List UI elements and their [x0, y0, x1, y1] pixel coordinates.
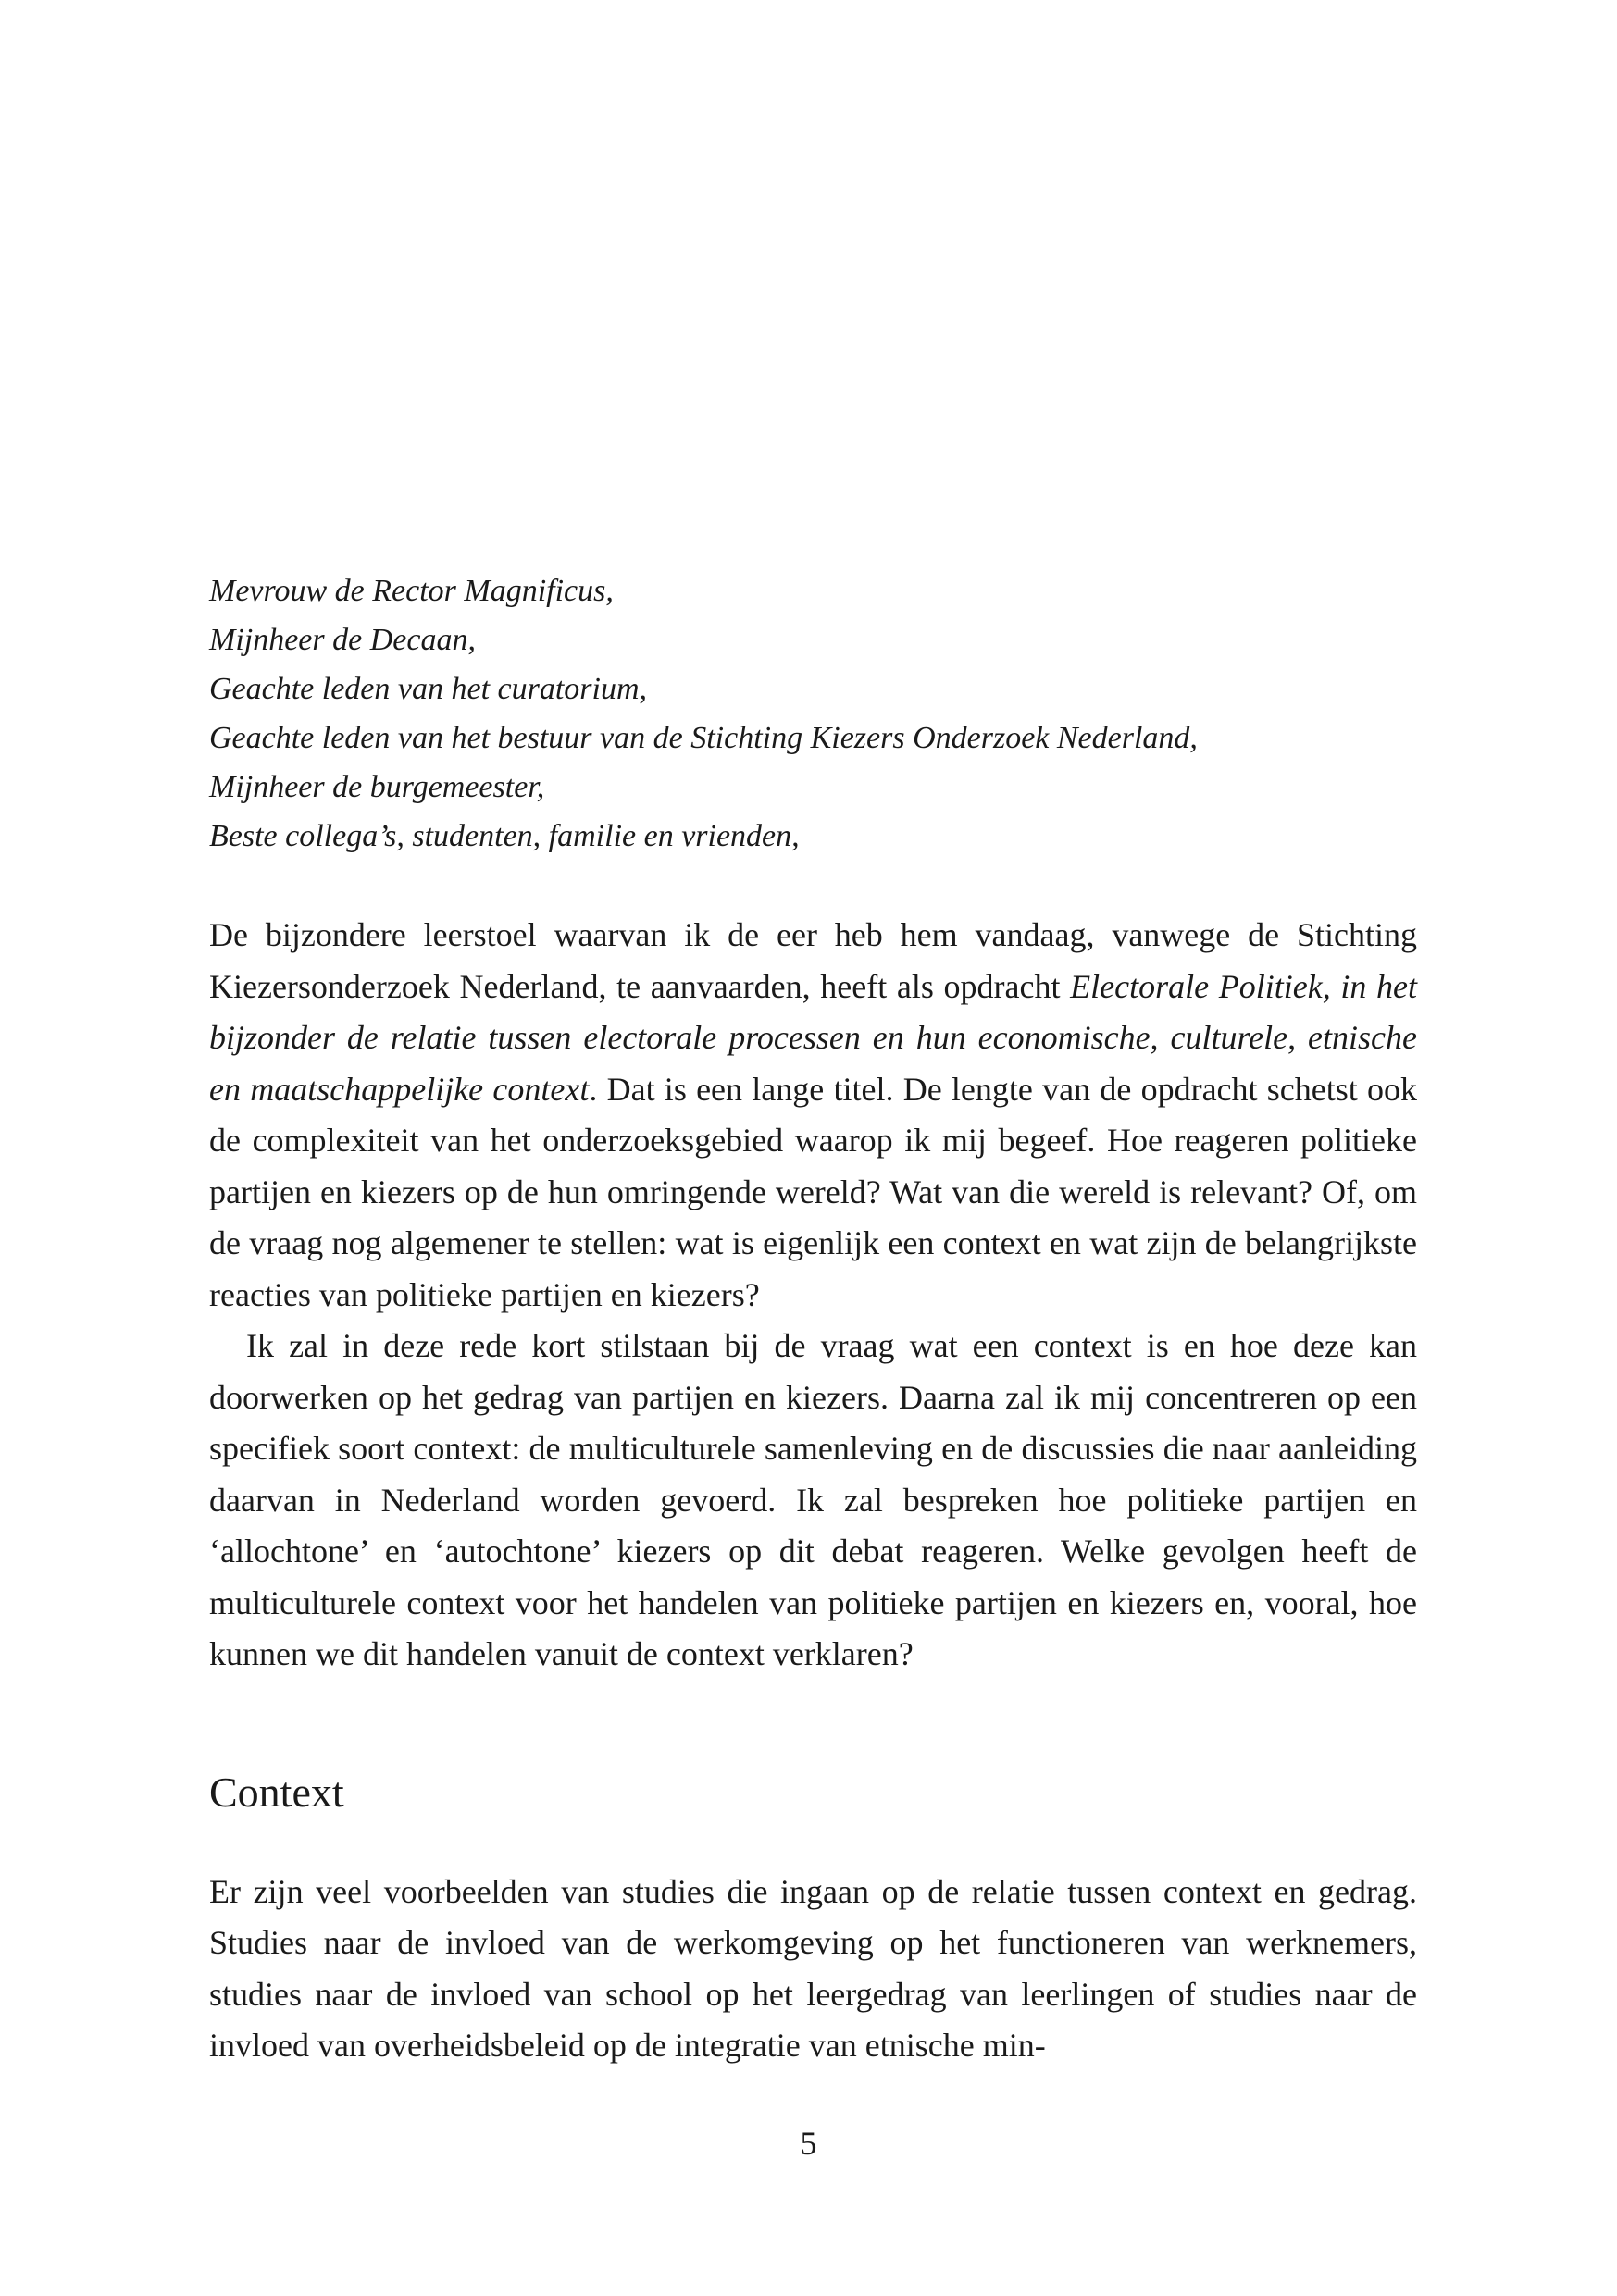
chair-title: Electorale Politiek, in het bijzonder de relatie tussen electorale processen en hun economische, culturele, etnische en maatschappelijke context — [209, 967, 1417, 1108]
salutation-line: Beste collega’s, studenten, familie en vrienden, — [209, 819, 800, 853]
salutation-line: Mijnheer de burgemeester, — [209, 770, 545, 804]
paragraph-intro-rest: . Dat is een lange titel. De lengte van de opdracht schetst ook de complexiteit van het onderzoeksgebied waarop ik mij begeef. Hoe reageren politieke partijen en kiezers op de hun omringende wereld? Wat van die wereld is relevant? Of, om de vraag nog algemener te stellen: wat is eigenlijk een context en wat zijn de belangrijkste reacties van politieke partijen en kiezers? — [209, 1070, 1417, 1313]
salutation-line: Mijnheer de Decaan, — [209, 623, 476, 657]
paragraph-intro-text: De bijzondere leerstoel waarvan ik de eer heb hem vandaag, vanwege de Stichting Kiezersonderzoek Nederland, te aanvaarden, heeft als opdracht — [209, 916, 1417, 1005]
salutation-line: Mevrouw de Rector Magnificus, — [209, 574, 614, 608]
section-paragraph: Er zijn veel voorbeelden van studies die ingaan op de relatie tussen context en gedrag. Studies naar de invloed van de werkomgeving op het functioneren van werknemers, studies naar de invloed van school op het leergedrag van leerlingen of studies naar de invloed van overheidsbeleid op de integratie van etnische min- — [209, 1872, 1417, 2064]
paragraph-outline: Ik zal in deze rede kort stilstaan bij de vraag wat een context is en hoe deze kan doorwerken op het gedrag van partijen en kiezers. Daarna zal ik mij concentreren op een specifiek soort context: de multiculturele samenleving en de discussies die naar aanleiding daarvan in Nederland worden gevoerd. Ik zal bespreken hoe politieke partijen en ‘allochtone’ en ‘autochtone’ kiezers op dit debat reageren. Welke gevolgen heeft de multiculturele context voor het handelen van politieke partijen en kiezers en, vooral, hoe kunnen we dit handelen vanuit de context verklaren? — [209, 1327, 1417, 1672]
salutation-block — [209, 566, 1417, 861]
paragraph-intro — [209, 910, 1417, 1321]
section-heading: Context — [209, 1768, 344, 1816]
text-column — [209, 566, 1417, 2072]
page-number: 5 — [800, 2125, 817, 2162]
salutation-line: Geachte leden van het curatorium, — [209, 672, 648, 706]
salutation-line: Geachte leden van het bestuur van de Stichting Kiezers Onderzoek Nederland, — [209, 721, 1198, 755]
